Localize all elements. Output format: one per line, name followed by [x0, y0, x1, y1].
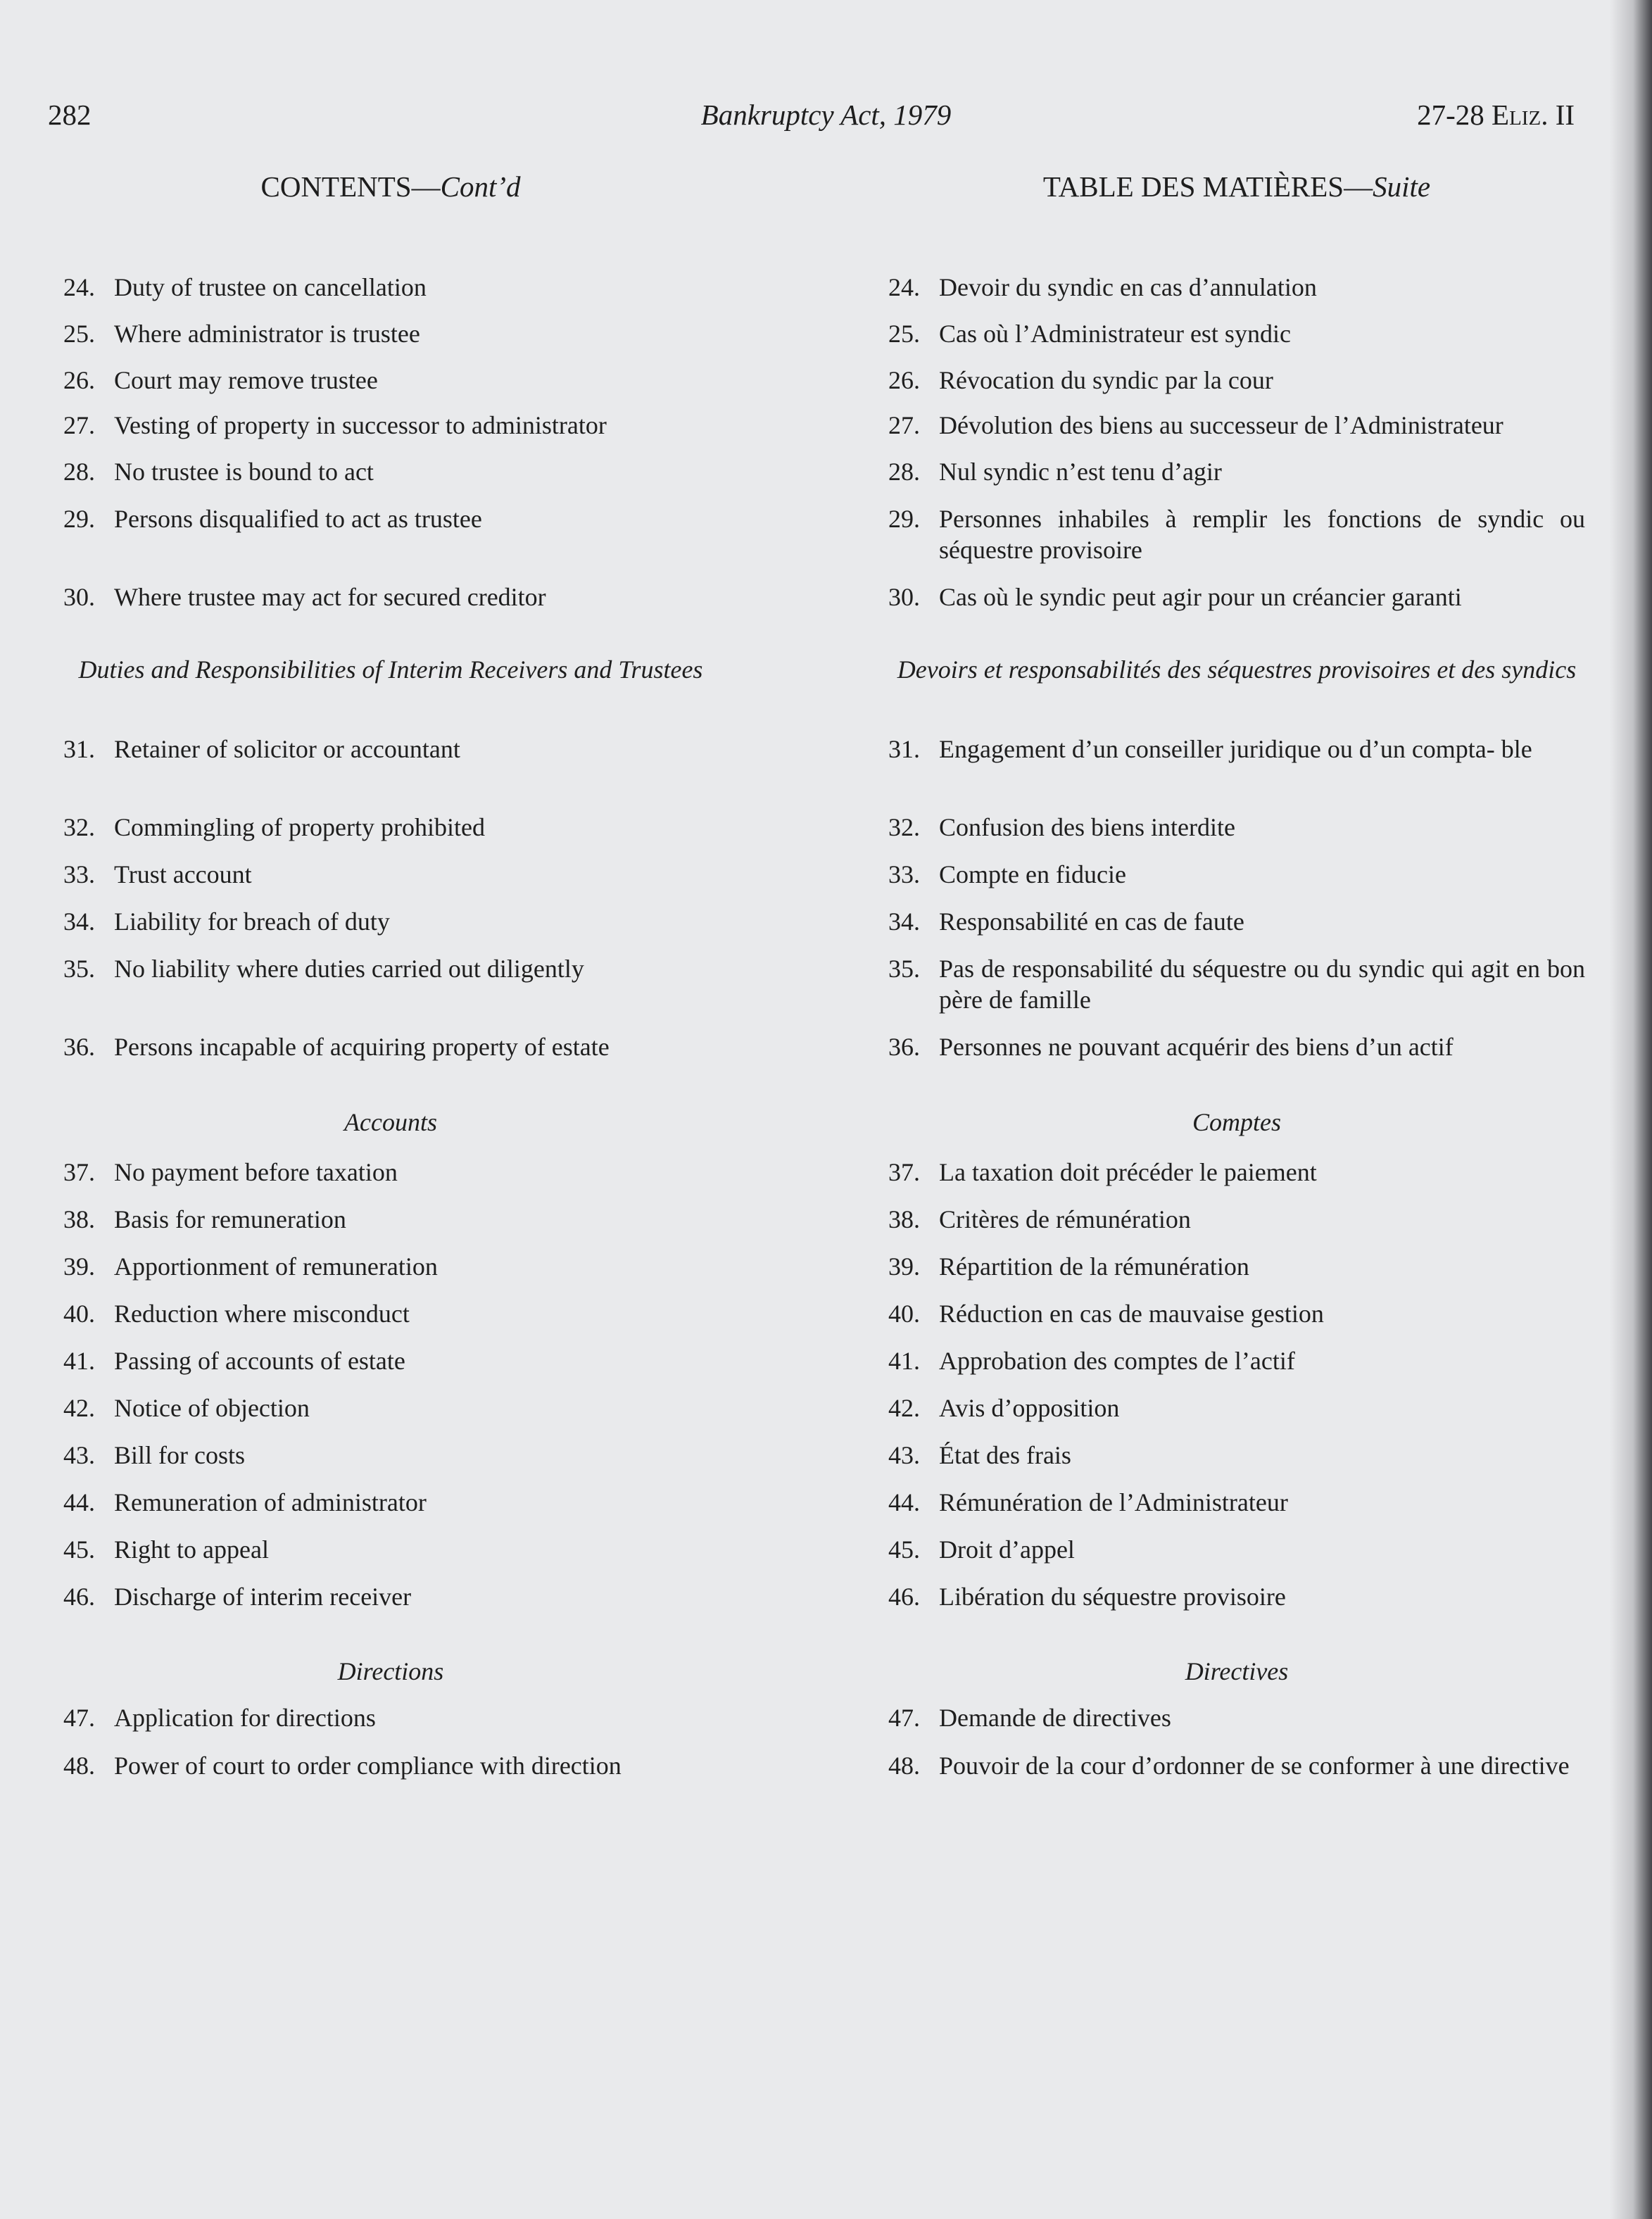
toc-entry-number: 24. — [888, 273, 920, 301]
toc-entry — [63, 1251, 718, 1282]
toc-entry-number: 45. — [63, 1535, 95, 1564]
toc-entry — [63, 272, 718, 303]
toc-entry-text: Personnes inhabiles à remplir les fonctions de syndic ou séquestre provisoire — [939, 505, 1585, 564]
toc-entry-text: No payment before taxation — [114, 1158, 398, 1186]
english-contents-title — [63, 169, 718, 204]
toc-entry — [888, 1581, 1585, 1612]
toc-entry-number: 42. — [63, 1394, 95, 1422]
toc-entry-number: 45. — [888, 1535, 920, 1564]
toc-entry-number: 30. — [63, 583, 95, 611]
french-title-main: TABLE DES MATIÈRES— — [1042, 170, 1373, 203]
toc-entry-number: 37. — [63, 1158, 95, 1186]
toc-entry — [63, 953, 718, 984]
toc-entry — [63, 1345, 718, 1376]
toc-entry-number: 25. — [63, 320, 95, 348]
toc-entry — [63, 582, 718, 612]
toc-entry-number: 32. — [888, 813, 920, 841]
toc-entry-number: 47. — [63, 1704, 95, 1732]
toc-entry-text: Nul syndic n’est tenu d’agir — [939, 458, 1222, 486]
toc-entry-number: 41. — [888, 1347, 920, 1375]
toc-entry-text: No trustee is bound to act — [114, 458, 374, 486]
toc-entry-number: 47. — [888, 1704, 920, 1732]
toc-entry — [888, 859, 1585, 890]
toc-entry-number: 39. — [888, 1252, 920, 1281]
toc-entry-number: 46. — [63, 1583, 95, 1611]
toc-entry — [63, 734, 718, 765]
toc-entry-text: Répartition de la rémunération — [939, 1252, 1249, 1281]
section-heading-directions: Directives — [1185, 1657, 1289, 1685]
toc-entry-number: 41. — [63, 1347, 95, 1375]
toc-entry — [888, 1487, 1585, 1518]
section-heading-directions: Directions — [337, 1657, 444, 1685]
toc-entry — [888, 1251, 1585, 1282]
toc-entry — [888, 1298, 1585, 1329]
toc-entry — [63, 812, 718, 843]
toc-entry-text: Personnes ne pouvant acquérir des biens d’un actif — [939, 1033, 1454, 1061]
toc-entry-number: 32. — [63, 813, 95, 841]
toc-entry-number: 28. — [63, 458, 95, 486]
toc-entry-number: 34. — [63, 907, 95, 936]
toc-entry — [63, 859, 718, 890]
toc-entry-number: 25. — [888, 320, 920, 348]
toc-entry — [888, 953, 1585, 1015]
toc-entry-text: Engagement d’un conseiller juridique ou d’un compta- ble — [939, 735, 1532, 763]
section-heading-accounts: Accounts — [344, 1108, 437, 1136]
toc-entry — [888, 272, 1585, 303]
toc-entry-text: Critères de rémunération — [939, 1205, 1191, 1233]
english-title-suffix: Cont’d — [440, 170, 521, 203]
toc-entry-text: Remuneration of administrator — [114, 1488, 427, 1516]
toc-entry-text: Persons disqualified to act as trustee — [114, 505, 482, 533]
toc-entry-text: Droit d’appel — [939, 1535, 1075, 1564]
toc-entry — [888, 1393, 1585, 1423]
toc-entry — [888, 734, 1585, 765]
section-heading-duties: Devoirs et responsabilités des séquestres provisoires et des syndics — [897, 655, 1577, 684]
toc-entry-text: Bill for costs — [114, 1441, 245, 1469]
toc-entry-text: Compte en fiducie — [939, 860, 1126, 888]
english-title-main: CONTENTS— — [260, 170, 441, 203]
toc-entry — [888, 1157, 1585, 1188]
toc-entry-number: 33. — [63, 860, 95, 888]
toc-entry-number: 33. — [888, 860, 920, 888]
toc-entry-number: 28. — [888, 458, 920, 486]
toc-entry — [63, 456, 718, 487]
toc-entry — [63, 906, 718, 937]
toc-entry — [888, 503, 1585, 565]
toc-entry — [888, 812, 1585, 843]
french-contents-title — [888, 169, 1585, 204]
toc-entry-number: 43. — [63, 1441, 95, 1469]
toc-entry-text: La taxation doit précéder le paiement — [939, 1158, 1317, 1186]
regnal-suffix: . II — [1541, 99, 1575, 131]
toc-entry-number: 48. — [63, 1752, 95, 1780]
toc-entry — [63, 1440, 718, 1471]
toc-entry-text: Passing of accounts of estate — [114, 1347, 405, 1375]
toc-entry-number: 36. — [63, 1033, 95, 1061]
toc-entry — [888, 906, 1585, 937]
toc-entry-text: Pas de responsabilité du séquestre ou du syndic qui agit en bon père de famille — [939, 955, 1585, 1014]
toc-entry — [63, 503, 718, 534]
toc-entry — [888, 1345, 1585, 1376]
toc-entry-number: 26. — [63, 366, 95, 394]
toc-entry-text: Révocation du syndic par la cour — [939, 366, 1273, 394]
toc-entry-text: Devoir du syndic en cas d’annulation — [939, 273, 1317, 301]
toc-entry-text: Right to appeal — [114, 1535, 269, 1564]
toc-entry — [888, 410, 1585, 441]
toc-entry-number: 29. — [63, 505, 95, 533]
toc-entry — [63, 1298, 718, 1329]
toc-entry-text: Confusion des biens interdite — [939, 813, 1235, 841]
toc-entry-text: Where administrator is trustee — [114, 320, 420, 348]
toc-entry-text: Notice of objection — [114, 1394, 310, 1422]
toc-entry-text: Approbation des comptes de l’actif — [939, 1347, 1295, 1375]
toc-entry-number: 24. — [63, 273, 95, 301]
toc-entry-text: Demande de directives — [939, 1704, 1171, 1732]
toc-entry-text: Where trustee may act for secured creditor — [114, 583, 546, 611]
toc-entry-text: Court may remove trustee — [114, 366, 378, 394]
toc-entry-text: Libération du séquestre provisoire — [939, 1583, 1286, 1611]
toc-entry-text: Cas où l’Administrateur est syndic — [939, 320, 1291, 348]
toc-entry-number: 38. — [888, 1205, 920, 1233]
toc-entry-text: État des frais — [939, 1441, 1071, 1469]
toc-entry-text: Avis d’opposition — [939, 1394, 1120, 1422]
toc-entry — [63, 1534, 718, 1565]
toc-entry-number: 44. — [888, 1488, 920, 1516]
running-title: Bankruptcy Act, 1979 — [700, 99, 952, 131]
toc-entry-text: Vesting of property in successor to administrator — [114, 411, 607, 439]
toc-entry-number: 29. — [888, 505, 920, 533]
toc-entry — [888, 582, 1585, 612]
toc-entry — [63, 1581, 718, 1612]
page-number: 282 — [48, 99, 92, 131]
toc-entry — [888, 1440, 1585, 1471]
toc-entry-text: Retainer of solicitor or accountant — [114, 735, 460, 763]
toc-entry-text: Duty of trustee on cancellation — [114, 273, 427, 301]
toc-entry-number: 35. — [888, 955, 920, 983]
toc-entry-text: Trust account — [114, 860, 252, 888]
toc-entry-number: 44. — [63, 1488, 95, 1516]
regnal-year — [1417, 97, 1575, 132]
toc-entry-number: 36. — [888, 1033, 920, 1061]
toc-entry-text: Power of court to order compliance with direction — [114, 1752, 622, 1780]
toc-entry-number: 40. — [63, 1300, 95, 1328]
french-title-suffix: Suite — [1373, 170, 1431, 203]
toc-entry-number: 27. — [63, 411, 95, 439]
toc-entry-number: 27. — [888, 411, 920, 439]
toc-entry — [63, 1204, 718, 1235]
toc-entry — [63, 1487, 718, 1518]
toc-entry — [888, 456, 1585, 487]
toc-entry-text: Rémunération de l’Administrateur — [939, 1488, 1288, 1516]
toc-entry-text: Discharge of interim receiver — [114, 1583, 412, 1611]
toc-entry — [63, 1750, 718, 1781]
toc-entry-number: 31. — [888, 735, 920, 763]
section-heading-duties: Duties and Responsibilities of Interim Receivers and Trustees — [78, 655, 703, 684]
toc-entry-text: Pouvoir de la cour d’ordonner de se conformer à une directive — [939, 1752, 1570, 1780]
toc-entry — [63, 1157, 718, 1188]
toc-entry — [888, 365, 1585, 396]
toc-entry-number: 38. — [63, 1205, 95, 1233]
toc-entry — [888, 1534, 1585, 1565]
toc-entry — [63, 365, 718, 396]
toc-entry-number: 40. — [888, 1300, 920, 1328]
toc-entry — [888, 1031, 1585, 1062]
toc-entry-text: Commingling of property prohibited — [114, 813, 485, 841]
toc-entry-number: 30. — [888, 583, 920, 611]
toc-entry-number: 39. — [63, 1252, 95, 1281]
toc-entry — [63, 410, 718, 441]
section-heading-accounts: Comptes — [1192, 1108, 1281, 1136]
toc-entry — [63, 318, 718, 349]
toc-entry-number: 31. — [63, 735, 95, 763]
toc-entry — [63, 1031, 718, 1062]
toc-entry-text: Cas où le syndic peut agir pour un créancier garanti — [939, 583, 1462, 611]
toc-entry-text: Dévolution des biens au successeur de l’Administrateur — [939, 411, 1503, 439]
page-edge-shadow — [1610, 0, 1652, 2219]
toc-entry — [888, 318, 1585, 349]
toc-entry-text: Application for directions — [114, 1704, 376, 1732]
toc-entry-text: Liability for breach of duty — [114, 907, 390, 936]
toc-entry-number: 34. — [888, 907, 920, 936]
toc-entry-text: Basis for remuneration — [114, 1205, 346, 1233]
toc-entry — [888, 1204, 1585, 1235]
toc-entry-number: 35. — [63, 955, 95, 983]
toc-entry-number: 37. — [888, 1158, 920, 1186]
regnal-small-caps: liz — [1509, 99, 1541, 131]
toc-entry — [888, 1702, 1585, 1733]
toc-entry-text: No liability where duties carried out diligently — [114, 955, 584, 983]
toc-entry-text: Reduction where misconduct — [114, 1300, 410, 1328]
toc-entry — [63, 1393, 718, 1423]
toc-entry-number: 43. — [888, 1441, 920, 1469]
toc-entry-number: 26. — [888, 366, 920, 394]
regnal-prefix: 27-28 E — [1417, 99, 1510, 131]
toc-entry-number: 48. — [888, 1752, 920, 1780]
toc-entry — [888, 1750, 1585, 1781]
toc-entry-text: Apportionment of remuneration — [114, 1252, 438, 1281]
toc-entry-number: 46. — [888, 1583, 920, 1611]
toc-entry-text: Persons incapable of acquiring property of estate — [114, 1033, 610, 1061]
toc-entry-text: Réduction en cas de mauvaise gestion — [939, 1300, 1324, 1328]
toc-entry-text: Responsabilité en cas de faute — [939, 907, 1244, 936]
toc-entry-number: 42. — [888, 1394, 920, 1422]
toc-entry — [63, 1702, 718, 1733]
